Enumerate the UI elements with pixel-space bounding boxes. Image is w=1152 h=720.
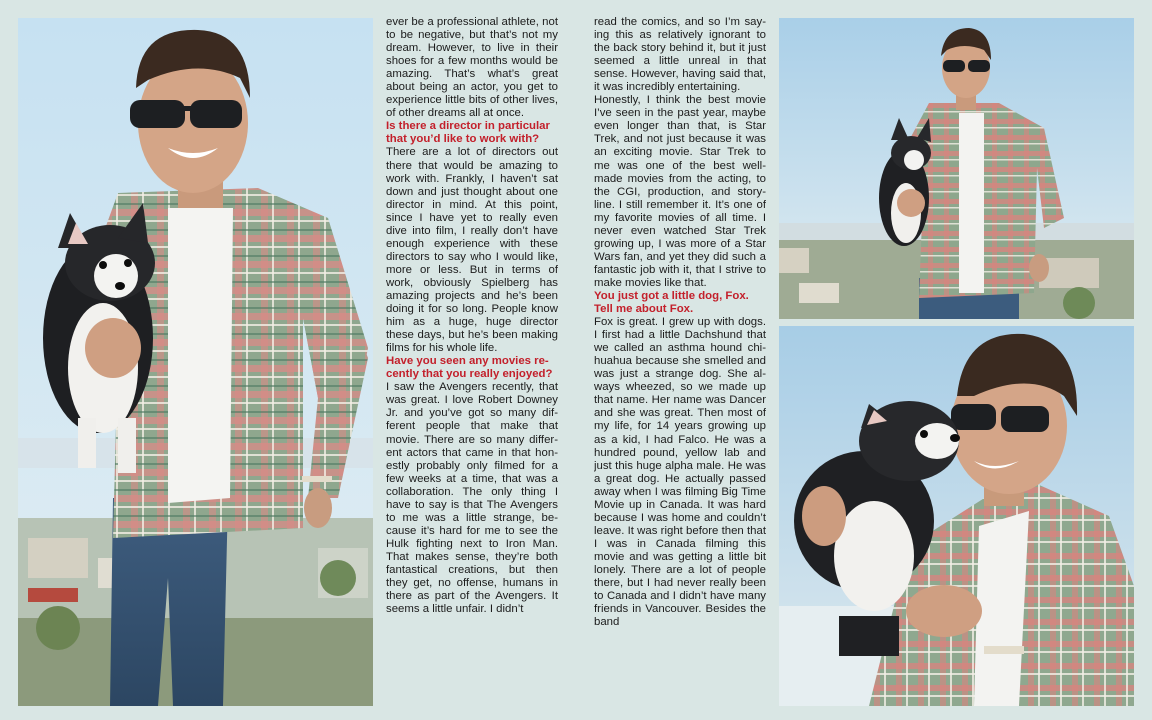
article-column-2 — [594, 16, 766, 710]
paragraph: Fox is great. I grew up with dogs. I first had a little Dachshund that we called an asthma hound chihuahua because she smelled and was just a strange dog. She always wheezed, so we made up that name. Her name was Dancer and she was great. Then most of my life, for 14 years growing up as a kid, I had Falco. He was a hundred pound, yellow lab and just this huge alpha male. He was a great dog. He actually passed away when I was filming Big Time Movie up in Canada. It was hard because I was home and couldn’t leave. It was right before then that I was in Canada filming this movie and was getting a little bit lonely. There are a lot of people there, but I had never really been to Canada and I didn’t have many friends in Vancouver. Besides the band — [594, 316, 766, 629]
photo-man-with-puppy-balcony — [779, 18, 1134, 319]
article-column-1 — [386, 16, 558, 710]
interview-question: Is there a director in particular that you’d like to work with? — [386, 120, 550, 146]
photo-man-nuzzling-puppy — [779, 326, 1134, 706]
paragraph: I saw the Avengers recently, that was great. I love Robert Downey Jr. and you’ve got so many different people that make that movie. There are so many different actors that came in that honestly probably only filmed for a few weeks at a time, that was a collaboration. The only thing I have to say is that The Avengers to me was a little strange, because it’s hard for me to see the Hulk fighting next to Iron Man. That makes sense, they’re both fantastical creations, but then they get, no offense, humans in there as part of the Avengers. It seems a little unfair. I didn’t — [386, 381, 558, 616]
interview-question: Have you seen any movies recently that you really enjoyed? — [386, 355, 553, 381]
paragraph: read the comics, and so I’m saying this as relatively ignorant to the back story behind it, but it just seemed a little unreal in that sense. However, having said that, it was incredibly entertaining. — [594, 16, 766, 94]
paragraph: There are a lot of directors out there that would be amazing to work with. Frankly, I haven’t sat down and just thought about one director in mind. At this point, since I have yet to really even dive into film, I really don’t have enough experience with these directors to say who I would like, more or less. But in terms of work, obviously Spielberg has amazing projects and he’s been doing it for so long. People know him as a huge, huge director these days, but he’s been making films for his whole life. — [386, 146, 558, 355]
interview-question: You just got a little dog, Fox. Tell me about Fox. — [594, 289, 749, 316]
photo-man-holding-puppy — [18, 18, 373, 706]
paragraph: ever be a professional athlete, not to be negative, but that’s not my dream. However, to live in their shoes for a few months would be amazing. That’s what’s great about being an actor, you get to experience little bits of other lives, of other dreams all at once. — [386, 16, 558, 120]
paragraph: Honestly, I think the best movie I’ve seen in the past year, maybe even longer than that, is Star Trek, and not just because it was an exciting movie. Star Trek to me was one of the best well-made movies from the acting, to the CGI, production, and storyline. I still remember it. It’s one of my favorite movies of all time. I never even watched Star Trek growing up, I was more of a Star Wars fan, and yet they did such a fantastic job with it, that I strive to make movies like that. — [594, 94, 766, 289]
